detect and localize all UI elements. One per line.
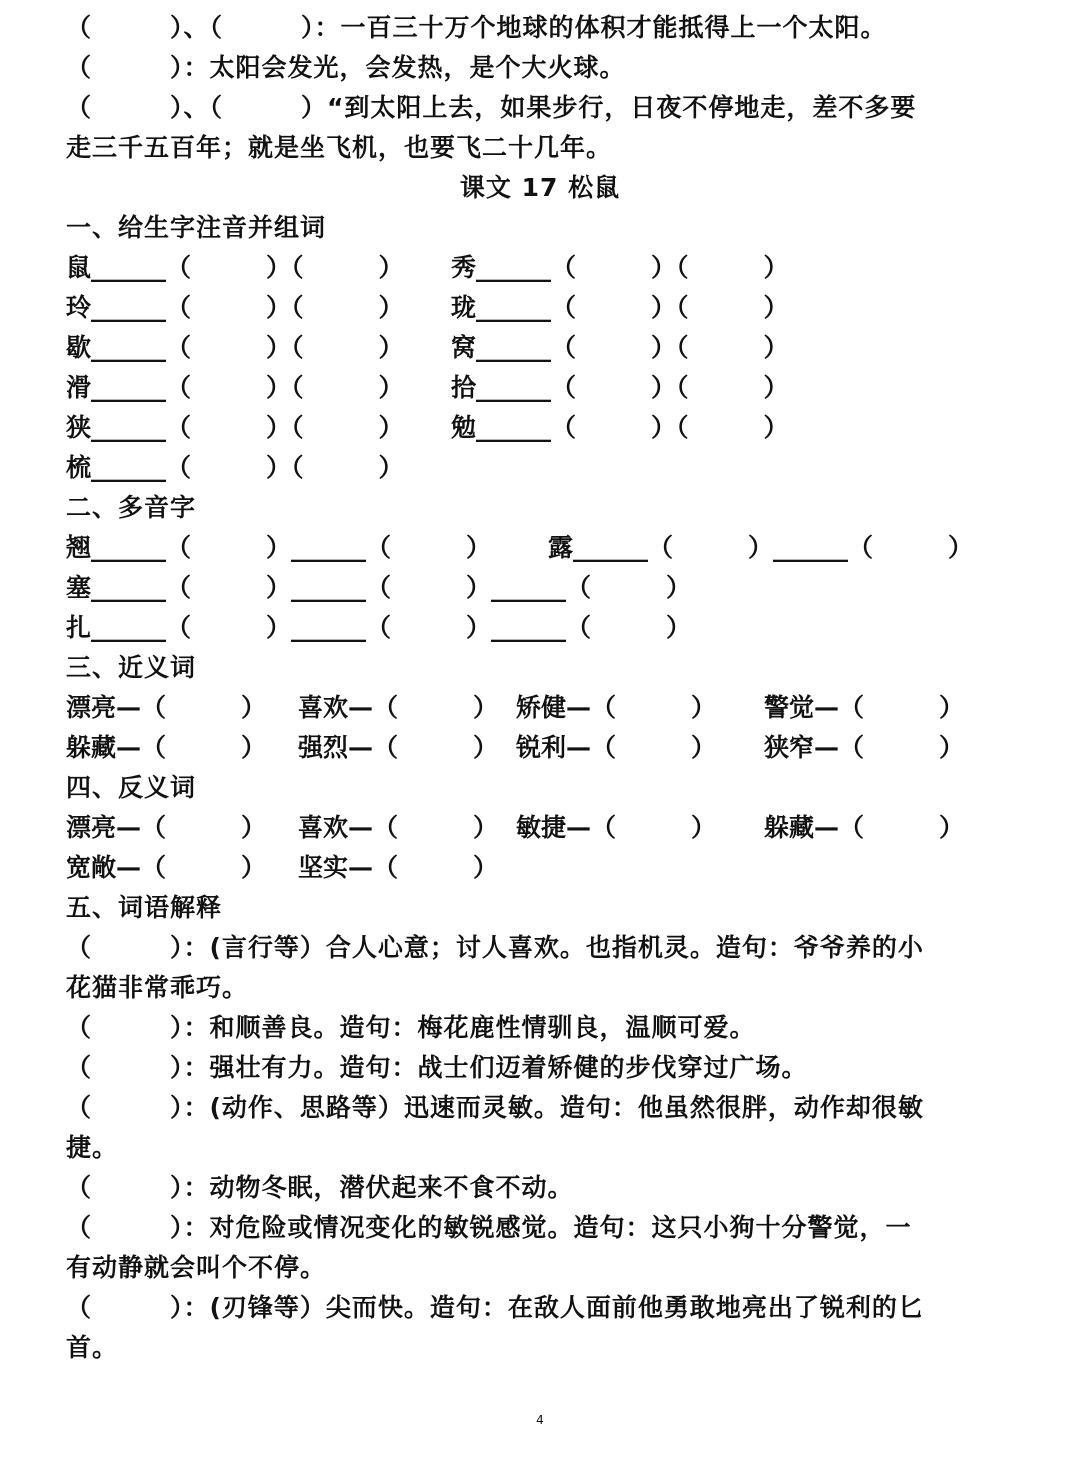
char-item: 窝______（ ）（ ）	[451, 333, 789, 362]
synonym-item: 锐利—（ ）	[516, 733, 717, 762]
antonym-item: 漂亮—（ ）	[66, 813, 267, 842]
char-item: 歇______（ ）（ ）	[66, 333, 404, 362]
definition-line: （ ）：和顺善良。造句：梅花鹿性情驯良，温顺可爱。	[66, 1013, 756, 1042]
char-item: 秀______（ ）（ ）	[451, 253, 789, 282]
section-heading: 四、反义词	[66, 773, 197, 802]
char-item: 鼠______（ ）（ ）	[66, 253, 404, 282]
char-item: 拾______（ ）（ ）	[451, 373, 789, 402]
intro-line: （ ）、（ ）：一百三十万个地球的体积才能抵得上一个太阳。	[66, 13, 887, 42]
definition-line: （ ）：对危险或情况变化的敏锐感觉。造句：这只小狗十分警觉，一	[66, 1213, 912, 1242]
definition-line: 首。	[66, 1333, 119, 1362]
page-number: 4	[536, 1413, 544, 1427]
char-item: 勉______（ ）（ ）	[451, 413, 789, 442]
antonym-item: 坚实—（ ）	[298, 853, 499, 882]
section-heading: 一、给生字注音并组词	[66, 213, 327, 242]
antonym-item: 喜欢—（ ）	[298, 813, 499, 842]
char-item: 玲______（ ）（ ）	[66, 293, 404, 322]
antonym-item: 宽敞—（ ）	[66, 853, 267, 882]
lesson-title: 课文 17 松鼠	[459, 173, 621, 202]
definition-line: （ ）：(刃锋等）尖而快。造句：在敌人面前他勇敢地亮出了锐利的匕	[66, 1293, 924, 1322]
intro-line: 走三千五百年；就是坐飞机，也要飞二十几年。	[66, 133, 613, 162]
definition-line: （ ）：(动作、思路等）迅速而灵敏。造句：他虽然很胖，动作却很敏	[66, 1093, 924, 1122]
polyphone-item: 扎______（ ）______（ ）______（ ）	[66, 613, 692, 642]
polyphone-item: 露______（ ）______（ ）	[548, 533, 974, 562]
section-heading: 三、近义词	[66, 653, 197, 682]
definition-line: 花猫非常乖巧。	[66, 973, 249, 1002]
synonym-item: 漂亮—（ ）	[66, 693, 267, 722]
synonym-item: 警觉—（ ）	[764, 693, 965, 722]
definition-line: 有动静就会叫个不停。	[66, 1253, 327, 1282]
polyphone-item: 翘______（ ）______（ ）	[66, 533, 492, 562]
definition-line: （ ）：强壮有力。造句：战士们迈着矫健的步伐穿过广场。	[66, 1053, 808, 1082]
char-item: 梳______（ ）（ ）	[66, 453, 404, 482]
synonym-item: 强烈—（ ）	[298, 733, 499, 762]
synonym-item: 喜欢—（ ）	[298, 693, 499, 722]
definition-line: （ ）：动物冬眠，潜伏起来不食不动。	[66, 1173, 574, 1202]
polyphone-item: 塞______（ ）______（ ）______（ ）	[66, 573, 692, 602]
char-item: 狭______（ ）（ ）	[66, 413, 404, 442]
antonym-item: 敏捷—（ ）	[516, 813, 717, 842]
definition-line: （ ）：(言行等）合人心意；讨人喜欢。也指机灵。造句：爷爷养的小	[66, 933, 924, 962]
intro-line: （ ）：太阳会发光，会发热，是个大火球。	[66, 53, 626, 82]
synonym-item: 狭窄—（ ）	[764, 733, 965, 762]
char-item: 滑______（ ）（ ）	[66, 373, 404, 402]
section-heading: 二、多音字	[66, 493, 197, 522]
synonym-item: 躲藏—（ ）	[66, 733, 267, 762]
synonym-item: 矫健—（ ）	[516, 693, 717, 722]
antonym-item: 躲藏—（ ）	[764, 813, 965, 842]
definition-line: 捷。	[66, 1133, 119, 1162]
section-heading: 五、词语解释	[66, 893, 223, 922]
intro-line: （ ）、（ ）“到太阳上去，如果步行，日夜不停地走，差不多要	[66, 93, 917, 122]
char-item: 珑______（ ）（ ）	[451, 293, 789, 322]
